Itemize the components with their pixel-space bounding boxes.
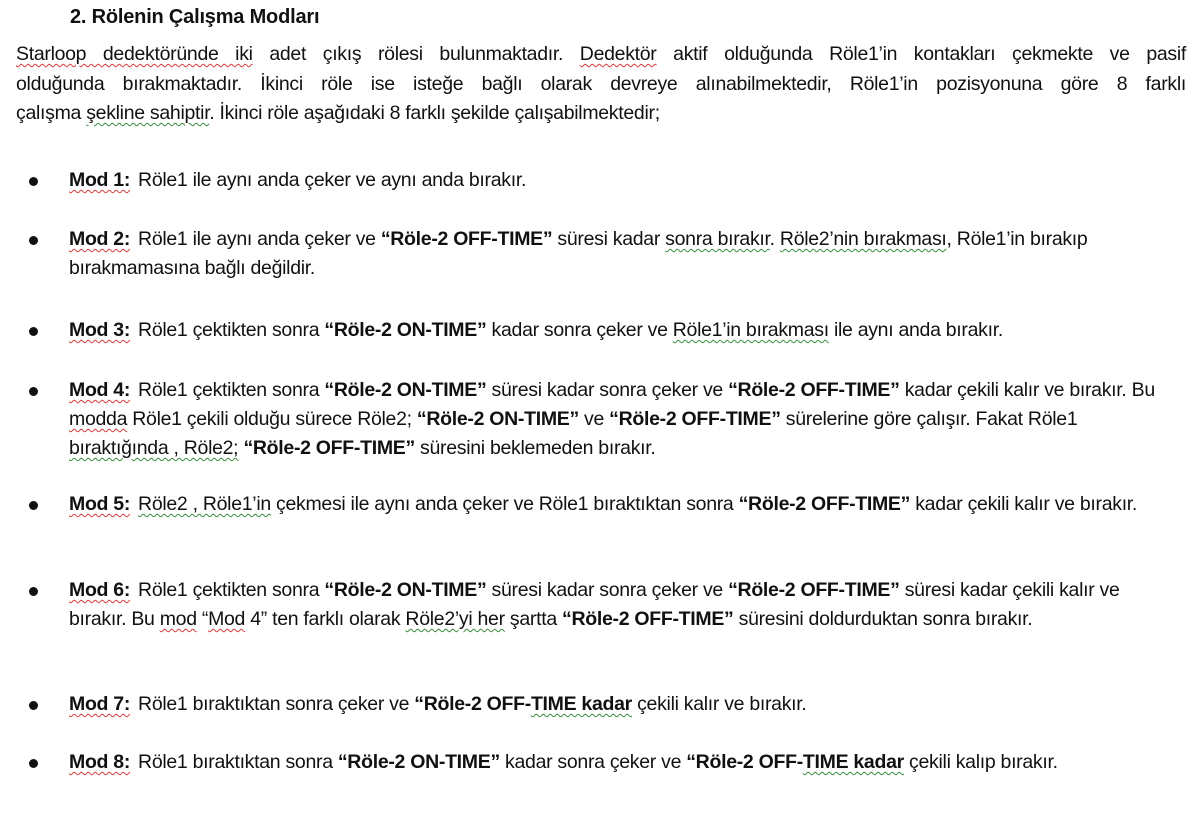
mode-text: çekmesi ile aynı anda çeker ve Röle1 bıraktıktan sonra bbox=[270, 493, 739, 515]
intro-text: aktif olduğunda Röle1’in kontakları çekmekte ve pasif bbox=[656, 43, 1187, 65]
intro-text: adet çıkış rölesi bulunmaktadır. bbox=[252, 43, 580, 65]
mode-text: süresini doldurduktan sonra bırakır. bbox=[733, 608, 1033, 630]
mode-text: modda bbox=[69, 408, 128, 430]
mode-label: Mod 2: bbox=[69, 228, 131, 250]
mode-item-5 bbox=[69, 490, 1169, 519]
mode-item-4 bbox=[69, 376, 1169, 463]
mode-text: süresi kadar çekili kalır ve bırakır. Bu bbox=[69, 579, 1120, 630]
mode-text: süresi kadar bbox=[552, 228, 666, 250]
mode-text: “Röle-2 OFF-TIME” bbox=[738, 493, 911, 515]
intro-text: Starloop dedektöründe iki bbox=[16, 43, 253, 65]
mode-text: “Röle-2 ON-TIME” bbox=[324, 319, 487, 341]
mode-text: . bbox=[769, 228, 780, 250]
mode-text: “Röle-2 ON-TIME” bbox=[324, 579, 487, 601]
mode-text: Röle1 çekili olduğu sürece Röle2; bbox=[127, 408, 417, 430]
mode-text: kadar sonra çeker ve bbox=[499, 751, 687, 773]
mode-item-8 bbox=[69, 748, 1169, 777]
mode-text: Röle1 ile aynı anda çeker ve aynı anda bırakır. bbox=[138, 169, 527, 191]
mode-text: Röle1 bıraktıktan sonra çeker ve bbox=[138, 693, 415, 715]
mode-text: Röle2’yi her bbox=[405, 608, 505, 630]
mode-text: Röle1 bıraktıktan sonra bbox=[138, 751, 338, 773]
mode-text: süresi kadar sonra çeker ve bbox=[486, 379, 729, 401]
mode-text: süresini beklemeden bırakır. bbox=[414, 437, 656, 459]
bullet-icon bbox=[29, 501, 38, 510]
mode-text: , Röle1’in bırakıp bırakmamasına bağlı değildir. bbox=[69, 228, 1088, 279]
mode-text: “Röle-2 OFF- bbox=[414, 693, 531, 715]
mode-item-3 bbox=[69, 316, 1169, 345]
mode-item-1 bbox=[69, 166, 1169, 195]
intro-text: şekline sahiptir bbox=[86, 102, 210, 124]
mode-text: süresi kadar sonra çeker ve bbox=[486, 579, 729, 601]
mode-text: sonra bırakır bbox=[665, 228, 770, 250]
mode-item-6 bbox=[69, 576, 1169, 634]
mode-text: şartta bbox=[504, 608, 563, 630]
mode-label: Mod 6: bbox=[69, 579, 131, 601]
mode-text: Röle1 çektikten sonra bbox=[138, 579, 325, 601]
mode-text: 4” ten farklı olarak bbox=[245, 608, 406, 630]
bullet-icon bbox=[29, 236, 38, 245]
mode-text: Röle2 , Röle1’in bbox=[138, 493, 271, 515]
bullet-icon bbox=[29, 759, 38, 768]
mode-text: “Röle-2 ON-TIME” bbox=[337, 751, 500, 773]
mode-text: Röle1 ile aynı anda çeker ve bbox=[138, 228, 381, 250]
bullet-icon bbox=[29, 177, 38, 186]
intro-line-2: olduğunda bırakmaktadır. İkinci röle ise isteğe bağlı olarak devreye alınabilmektedir, Röle1’in pozisyonuna göre 8 farklı bbox=[16, 72, 1186, 95]
mode-text: “Röle-2 OFF-TIME” bbox=[728, 379, 900, 401]
mode-text: sürelerine göre çalışır. Fakat Röle1 bbox=[780, 408, 1078, 430]
mode-label: Mod 8: bbox=[69, 751, 131, 773]
mode-label: Mod 5: bbox=[69, 493, 131, 515]
bullet-icon bbox=[29, 701, 38, 710]
intro-text: çalışma bbox=[16, 102, 87, 124]
mode-label: Mod 4: bbox=[69, 379, 131, 401]
mode-text: ile aynı anda bırakır. bbox=[828, 319, 1003, 341]
bullet-icon bbox=[29, 327, 38, 336]
mode-text: Röle1 çektikten sonra bbox=[138, 319, 325, 341]
mode-text: çekili kalıp bırakır. bbox=[903, 751, 1058, 773]
mode-text: kadar çekili kalır ve bırakır. bbox=[910, 493, 1138, 515]
mode-text: Röle1 çektikten sonra bbox=[138, 379, 325, 401]
mode-text: TIME kadar bbox=[530, 693, 632, 715]
mode-text: Mod bbox=[208, 608, 246, 630]
mode-text: “Röle-2 ON-TIME” bbox=[416, 408, 579, 430]
mode-item-2 bbox=[69, 225, 1169, 283]
mode-text: “Röle-2 OFF- bbox=[686, 751, 803, 773]
mode-label: Mod 7: bbox=[69, 693, 131, 715]
bullet-icon bbox=[29, 387, 38, 396]
mode-text: “ bbox=[196, 608, 209, 630]
mode-item-7 bbox=[69, 690, 1169, 719]
intro-text: Dedektör bbox=[579, 43, 657, 65]
mode-text: “Röle-2 OFF-TIME” bbox=[609, 408, 781, 430]
mode-label: Mod 1: bbox=[69, 169, 131, 191]
mode-text: mod bbox=[159, 608, 197, 630]
bullet-icon bbox=[29, 587, 38, 596]
mode-text: bıraktığında , Röle2; bbox=[69, 437, 239, 459]
mode-text: çekili kalır ve bırakır. bbox=[631, 693, 807, 715]
section-heading: 2. Rölenin Çalışma Modları bbox=[70, 6, 320, 28]
mode-text: “Röle-2 OFF-TIME” bbox=[243, 437, 415, 459]
mode-text: ve bbox=[578, 408, 610, 430]
mode-text: TIME kadar bbox=[802, 751, 904, 773]
mode-text: Röle1’in bırakması bbox=[672, 319, 829, 341]
mode-text: “Röle-2 OFF-TIME” bbox=[380, 228, 553, 250]
mode-text: “Röle-2 OFF-TIME” bbox=[562, 608, 734, 630]
mode-text: “Röle-2 ON-TIME” bbox=[324, 379, 487, 401]
intro-text: . İkinci röle aşağıdaki 8 farklı şekilde çalışabilmektedir; bbox=[209, 102, 660, 124]
mode-label: Mod 3: bbox=[69, 319, 131, 341]
mode-text: “Röle-2 OFF-TIME” bbox=[728, 579, 900, 601]
mode-text: Röle2’nin bırakması bbox=[779, 228, 947, 250]
mode-text: kadar sonra çeker ve bbox=[486, 319, 673, 341]
mode-text: kadar çekili kalır ve bırakır. Bu bbox=[899, 379, 1155, 401]
